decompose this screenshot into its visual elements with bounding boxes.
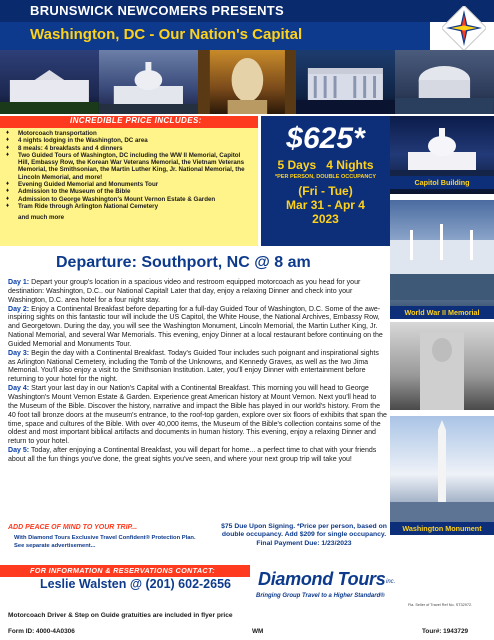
peace-of-mind-line-1: With Diamond Tours Exclusive Travel Confident® Protection Plan. — [14, 535, 196, 541]
washington-monument-caption: Washington Monument — [390, 522, 494, 535]
include-item: ♦ 8 meals: 4 breakfasts and 4 dinners — [6, 145, 252, 152]
seller-of-travel-ref: Fla. Seller of Travel Ref No. ST32972. — [408, 603, 473, 607]
day-label: Day 2: — [8, 305, 30, 313]
gratuities-note: Motorcoach Driver & Step on Guide gratuities are included in flyer price — [8, 612, 233, 619]
include-item: ♦ 4 nights lodging in the Washington, DC area — [6, 137, 252, 144]
days-count: 5 Days — [277, 158, 317, 172]
final-payment-due: Final Payment Due: 1/23/2023 — [256, 539, 352, 547]
logo-tagline: Bringing Group Travel to a Higher Standard® — [256, 593, 385, 599]
form-id: Form ID: 4000-4A0306 — [8, 628, 75, 635]
wm-code: WM — [252, 628, 264, 635]
trip-dates — [261, 184, 390, 226]
include-item: ♦ Two Guided Tours of Washington, DC including the WW II Memorial, Capitol Hill, Embassy Row, the Korean War Veterans Memorial, the Vietnam Veterans Memorial, the Smithsonian, the Martin Luther King, Jr. National Memorial, the Lincoln Memorial, and more! — [6, 152, 252, 181]
peace-of-mind-line-2: See separate advertisement... — [14, 542, 96, 549]
capitol-photo — [99, 50, 198, 114]
itinerary-day — [8, 306, 388, 350]
day-text: Enjoy a Continental Breakfast before departing for a full-day Guided Tour of Washington, D.C. Some of the awe-inspiring sights on this fantastic tour will include the US Capitol, the White House, the National Archives, Embassy Row, and Georgetown. During the day, you will see the Washington Monument, Lincoln Memorial, the Martin Luther King, Jr. National Memorial, and several War Memorials. This evening, enjoy Dinner at a local restaurant before continuing on the Guided Memorial and Monuments Tour. — [8, 305, 383, 348]
include-item: ♦ Evening Guided Memorial and Monuments Tour — [6, 181, 252, 188]
page-title: Washington, DC - Our Nation's Capital — [30, 26, 303, 43]
day-span: (Fri - Tue) — [298, 184, 353, 198]
price-includes-heading: INCREDIBLE PRICE INCLUDES: — [70, 116, 202, 125]
and-much-more: and much more — [18, 214, 65, 222]
day-label: Day 1: — [8, 279, 30, 286]
trip-price: $625* — [286, 122, 365, 155]
jefferson-memorial-photo — [395, 50, 494, 114]
deposit-line-2: double occupancy. Add $209 for single occupancy. — [221, 531, 387, 539]
nights-count: 4 Nights — [326, 158, 374, 172]
contact-heading: FOR INFORMATION & RESERVATIONS CONTACT: — [30, 566, 215, 575]
day-text: Begin the day with a Continental Breakfast. Today's Guided Tour includes such poignant and inspirational sights as Arlington National Cemetery, including the Tomb of the Unknowns, and Kennedy Graves, as well as the Iwo Jima Memorial. You'll also enjoy a visit to the Smithsonian Institution. Later, you'll enjoy Dinner with entertainment before returning to your hotel for the night. — [8, 349, 379, 384]
days-nights — [261, 158, 390, 172]
itinerary-day — [8, 279, 388, 306]
compass-star-icon — [442, 6, 486, 50]
day-label: Day 3: — [8, 349, 30, 357]
wwii-memorial-photo — [390, 200, 494, 316]
wwii-memorial-caption: World War II Memorial — [390, 306, 494, 319]
peace-of-mind-title: ADD PEACE OF MIND TO YOUR TRIP... — [8, 524, 138, 531]
price-box — [261, 116, 390, 246]
price-includes-header — [0, 116, 258, 128]
peace-of-mind-text — [14, 535, 229, 550]
include-item: ♦ Admission to the Museum of the Bible — [6, 188, 252, 195]
logo-name: Diamond Tours — [258, 569, 386, 589]
itinerary — [8, 279, 388, 465]
logo-inc: inc. — [386, 579, 396, 585]
header-photo-strip — [0, 50, 494, 114]
lincoln-memorial-photo — [296, 50, 395, 114]
price-includes-box — [0, 128, 258, 246]
date-range: Mar 31 - Apr 4 — [286, 198, 365, 212]
itinerary-day — [8, 447, 388, 465]
presents-line: BRUNSWICK NEWCOMERS PRESENTS — [30, 3, 284, 18]
day-text: Depart your group's location in a spacious video and restroom equipped motorcoach as you head for your destination: Washington, D.C.. our National Capital! Later that day, enjoy a relaxing Dinner and check into your Washington, D.C. area hotel for a four night stay. — [8, 279, 361, 304]
price-includes-list — [6, 130, 252, 210]
itinerary-day — [8, 350, 388, 385]
deposit-line-1: $75 Due Upon Signing. *Price per person, based on — [221, 523, 387, 530]
title-bar — [0, 22, 430, 50]
white-house-photo — [0, 50, 99, 114]
include-item: ♦ Admission to George Washington's Mount Vernon Estate & Garden — [6, 196, 252, 203]
departure-heading: Departure: Southport, NC @ 8 am — [56, 254, 311, 271]
diamond-tours-logo — [254, 569, 404, 609]
contact-phone: Leslie Walsten @ (201) 602-2656 — [40, 577, 231, 591]
contact-header-bar — [0, 565, 250, 577]
include-item: ♦ Motorcoach transportation — [6, 130, 252, 137]
washington-monument-photo — [390, 416, 494, 522]
trip-year: 2023 — [312, 212, 339, 226]
per-person-note: *PER PERSON, DOUBLE OCCUPANCY — [274, 174, 377, 180]
capitol-building-caption: Capitol Building — [390, 176, 494, 189]
include-item: ♦ Tram Ride through Arlington National Cemetery — [6, 203, 252, 210]
tour-number: Tour#: 1943729 — [422, 628, 469, 635]
mlk-memorial-photo — [390, 322, 494, 410]
lincoln-statue-photo — [198, 50, 297, 114]
day-text: Today, after enjoying a Continental Breakfast, you will depart for home... a perfect time to chat with your friends about all the fun things you've done, the great sights you've seen, and where your next group trip will take you! — [8, 447, 377, 463]
itinerary-day — [8, 385, 388, 447]
day-label: Day 4: — [8, 385, 30, 393]
deposit-info — [214, 523, 394, 548]
day-label: Day 5: — [8, 447, 30, 455]
day-text: Start your last day in our Nation's Capital with a Continental Breakfast. This morning you will head to George Washington's Mount Vernon Estate & Garden. Experience great American history at Mount Vernon. Next you'll head to the Museum of the Bible. Discover the history, narrative and impact the Bible has played in our world's history. From the 40 foot tall bronze doors at the museum's entrance, to the roof-top garden, explore over six floors of exhibits that span the time, space and cultures of the Bible. With over 40,000 items, the Museum of the Bible's collection contains some of the oldest and most important biblical artifacts and documents in human history. This evening, enjoy a relaxing Dinner and return to your hotel. — [8, 385, 387, 446]
header-top-bar — [0, 0, 494, 22]
